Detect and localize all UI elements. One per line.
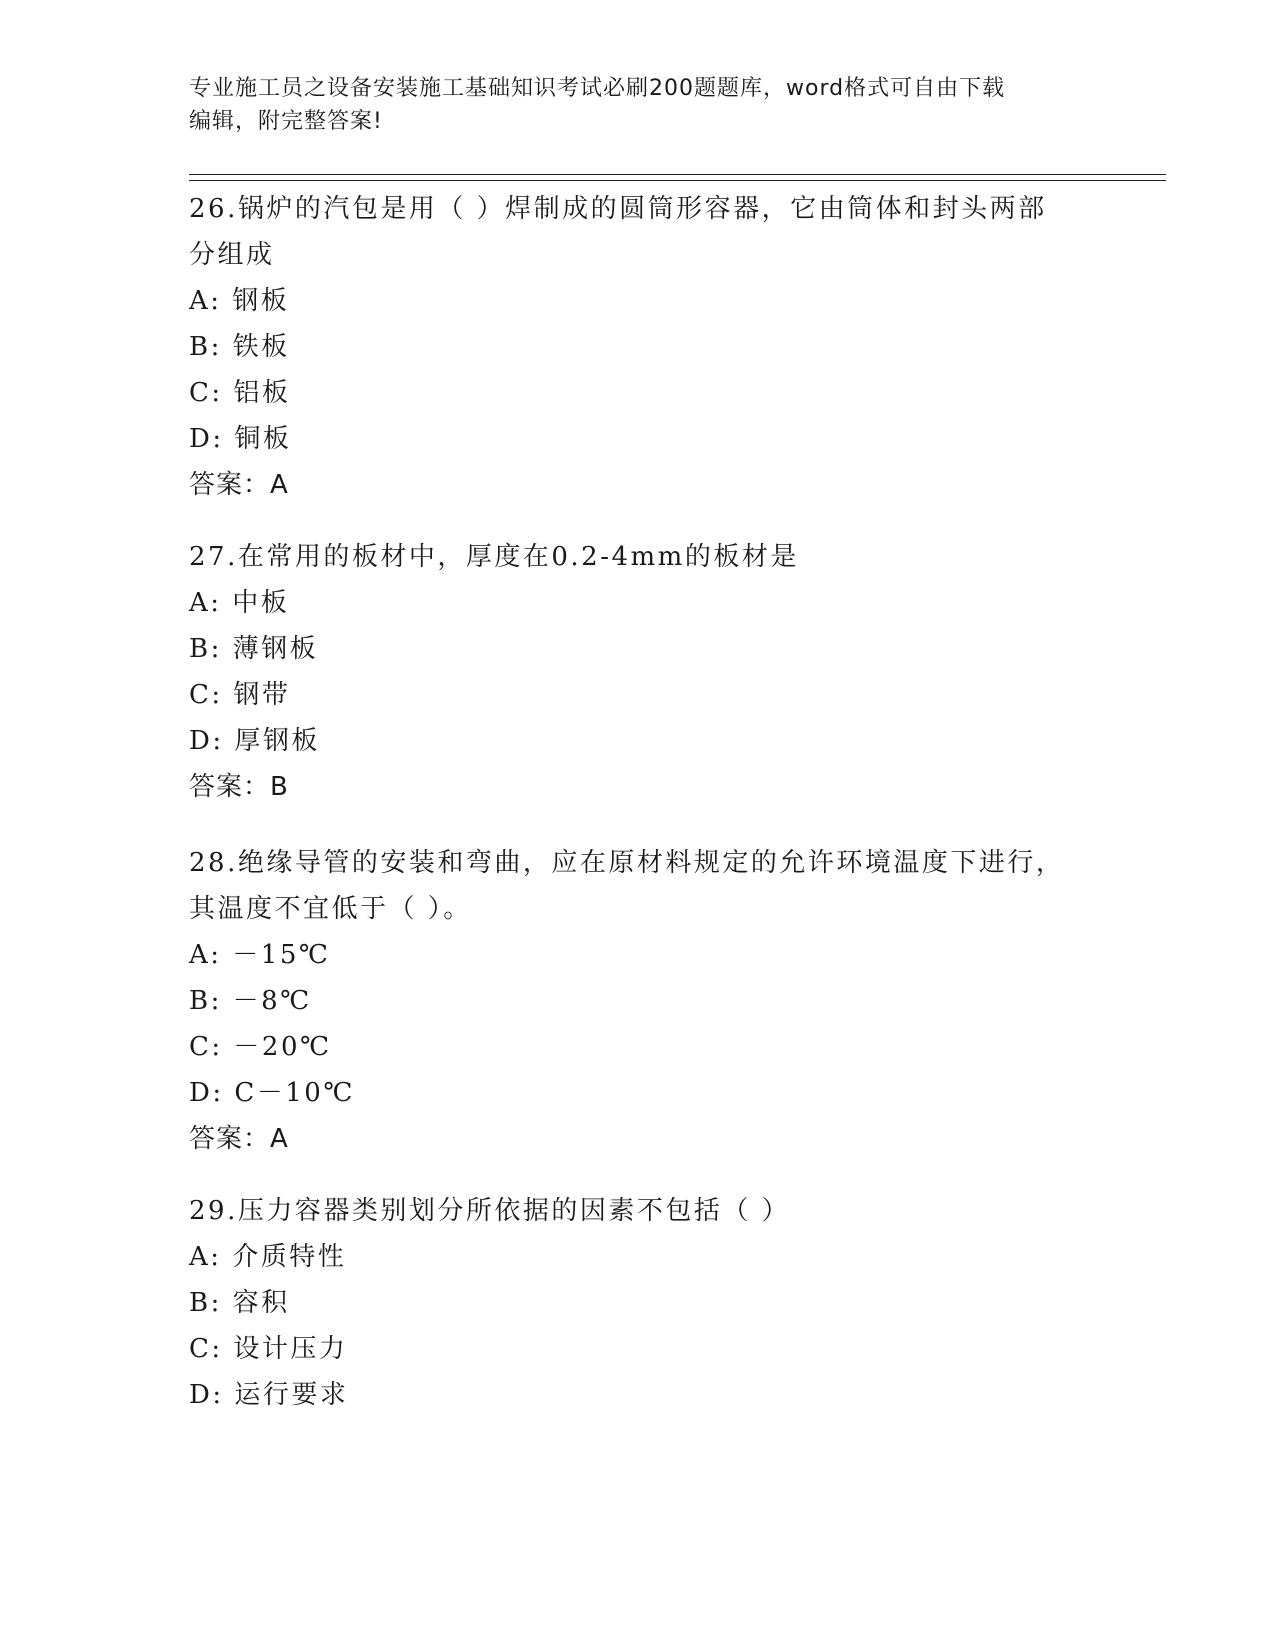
question-text: 28.绝缘导管的安装和弯曲，应在原材料规定的允许环境温度下进行， bbox=[189, 848, 1065, 878]
option-d: D: 铜板 bbox=[189, 424, 292, 454]
option-a: A: 钢板 bbox=[189, 286, 290, 316]
option-c: C: 铝板 bbox=[189, 378, 291, 408]
option-b: B: －8℃ bbox=[189, 986, 312, 1016]
header-line-2: 编辑，附完整答案! bbox=[189, 109, 383, 134]
question-27 bbox=[189, 534, 1089, 810]
question-text: 27.在常用的板材中，厚度在0.2-4mm的板材是 bbox=[189, 542, 799, 572]
answer: 答案：B bbox=[189, 772, 289, 802]
question-29 bbox=[189, 1188, 1089, 1418]
question-text: 26.锅炉的汽包是用（ ）焊制成的圆筒形容器，它由筒体和封头两部 bbox=[189, 194, 1047, 224]
question-text-cont: 其温度不宜低于（ ）。 bbox=[189, 894, 472, 924]
answer: 答案：A bbox=[189, 1124, 289, 1154]
option-d: D: 运行要求 bbox=[189, 1380, 349, 1410]
option-b: B: 容积 bbox=[189, 1288, 290, 1318]
option-a: A: －15℃ bbox=[189, 940, 331, 970]
header-divider-bottom bbox=[189, 180, 1166, 181]
question-text-cont: 分组成 bbox=[189, 240, 275, 270]
option-c: C: 设计压力 bbox=[189, 1334, 348, 1364]
answer: 答案：A bbox=[189, 470, 289, 500]
option-c: C: －20℃ bbox=[189, 1032, 332, 1062]
option-d: D: C－10℃ bbox=[189, 1078, 355, 1108]
option-d: D: 厚钢板 bbox=[189, 726, 320, 756]
document-header bbox=[189, 72, 1089, 138]
header-line-1: 专业施工员之设备安装施工基础知识考试必刷200题题库，word格式可自由下载 bbox=[189, 76, 1006, 101]
header-divider-top bbox=[189, 174, 1166, 175]
option-c: C: 钢带 bbox=[189, 680, 291, 710]
option-b: B: 铁板 bbox=[189, 332, 290, 362]
option-a: A: 中板 bbox=[189, 588, 290, 618]
option-a: A: 介质特性 bbox=[189, 1242, 347, 1272]
option-b: B: 薄钢板 bbox=[189, 634, 319, 664]
question-text: 29.压力容器类别划分所依据的因素不包括（ ） bbox=[189, 1196, 791, 1226]
question-28 bbox=[189, 840, 1089, 1162]
question-26 bbox=[189, 186, 1089, 508]
